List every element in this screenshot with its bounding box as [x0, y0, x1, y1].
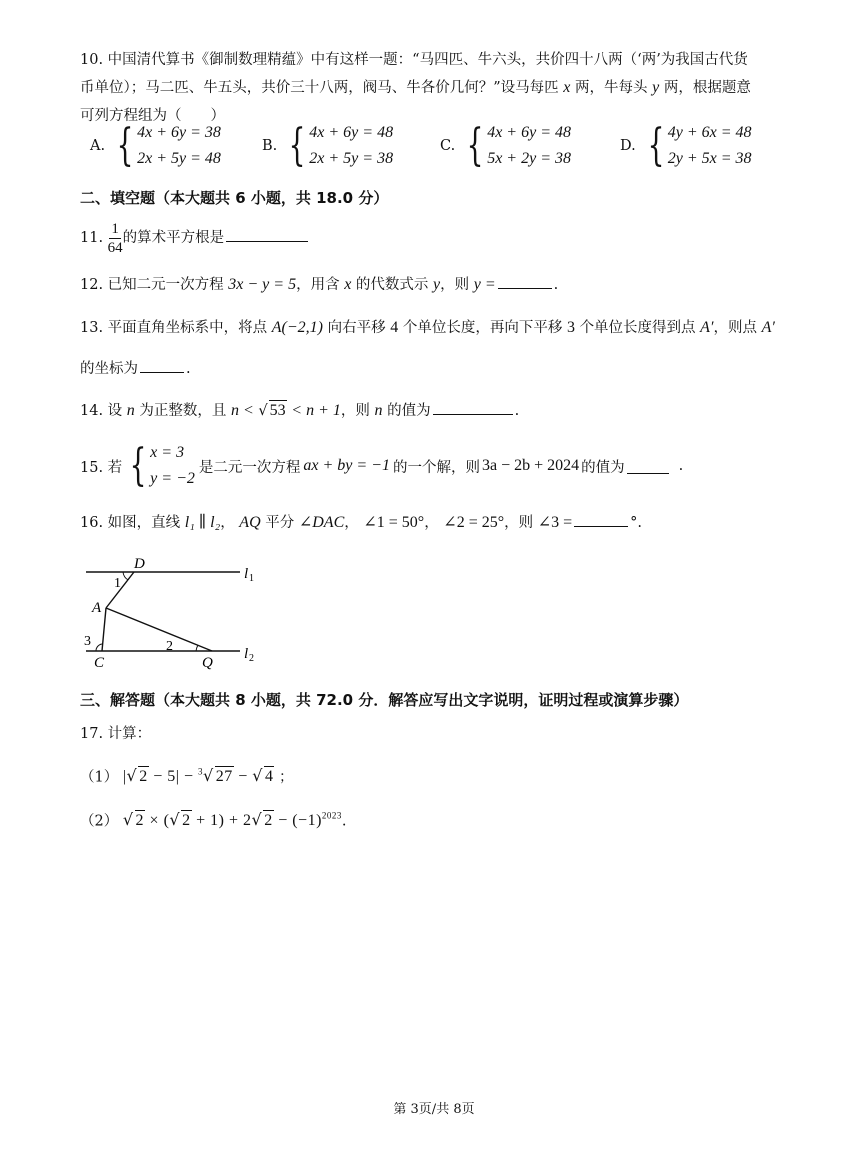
- option-label: C.: [440, 138, 456, 154]
- segment-ac: [102, 608, 106, 651]
- q14-end: .: [514, 403, 520, 419]
- q14-text-a: 14. 设: [80, 403, 123, 419]
- q11-fraction: [108, 220, 123, 257]
- q12: [80, 274, 558, 295]
- q17-part1-expression: |√ 2 − 5| − $^3$√ 27 − √ 4: [122, 766, 274, 786]
- angle-2-arc: [196, 645, 198, 651]
- brace: {: [116, 120, 134, 171]
- q14-var-n-2: n: [374, 402, 383, 419]
- q17-part2: [80, 806, 347, 831]
- q10-line2: [80, 78, 751, 98]
- brace: {: [129, 440, 147, 491]
- q17-part1-label: （1）: [80, 769, 119, 786]
- equation-2: 2x + 5y = 38: [309, 150, 394, 167]
- q13-number-3: 3: [566, 319, 575, 336]
- q13-point-a-prime-2: A′: [761, 319, 775, 336]
- brace: {: [466, 120, 484, 171]
- q16-angle-2: ∠2 = 25°: [443, 514, 505, 531]
- q13-number-4: 4: [390, 319, 399, 336]
- label-angle-2: 2: [166, 639, 173, 654]
- section2-title: 二、填空题（本大题共 6 小题，共 18.0 分）: [80, 189, 389, 207]
- q15-solution-system: [150, 440, 195, 492]
- q13-text-e: ，则点: [713, 320, 757, 336]
- q15-text-a: 15. 若: [80, 459, 123, 476]
- q15: [80, 440, 683, 492]
- q12-var-x: x: [344, 276, 352, 293]
- equation-2: y = −2: [150, 470, 195, 487]
- q17-part1-end: ；: [279, 769, 294, 786]
- q15-text-c: 的一个解，则: [392, 459, 480, 476]
- q15-answer-blank[interactable]: [627, 459, 669, 474]
- q15-text-d: 的值为: [581, 459, 625, 476]
- q10-line3: 可列方程组为（ ）: [80, 108, 225, 124]
- equation-2: 2y + 5x = 38: [667, 150, 752, 167]
- q10-line1: 10. 中国清代算书《御制数理精蕴》中有这样一题：“马四匹、牛六头，共价四十八两（‘两’为我国古代货: [80, 52, 748, 68]
- option-label: D.: [620, 138, 636, 154]
- q13-line1: [80, 318, 775, 338]
- q13-text-d: 个单位长度得到点: [579, 320, 696, 336]
- q10-option-a[interactable]: [90, 120, 221, 172]
- equation-2: 2x + 5y = 48: [137, 150, 221, 167]
- q16-angle-1: ∠1 = 50°: [363, 514, 425, 531]
- q14-text-b: 为正整数，且: [139, 403, 227, 419]
- q11-text: 的算术平方根是: [122, 230, 225, 246]
- q16-answer-blank[interactable]: [574, 512, 628, 527]
- equation-1: 4x + 6y = 48: [309, 124, 394, 141]
- q10-text-a: 币单位）；马二匹、牛五头，共价三十八两，阀马、牛各价几何？”设马每匹: [80, 80, 559, 96]
- q12-end: .: [553, 277, 559, 293]
- q14-var-n: n: [126, 402, 135, 419]
- q17-part1: [80, 762, 294, 787]
- q16-segment-aq: AQ: [239, 514, 261, 531]
- angle-1-arc: [123, 572, 128, 580]
- q12-text-a: 12. 已知二元一次方程: [80, 277, 224, 293]
- q10-text-b: 两，牛每头: [575, 80, 648, 96]
- q14-text-d: 的值为: [387, 403, 431, 419]
- option-label: B.: [262, 138, 278, 154]
- fraction-numerator: 1: [111, 220, 119, 237]
- q13-text-c: 个单位长度，再向下平移: [402, 320, 563, 336]
- segment-aq: [106, 608, 212, 651]
- q15-end: .: [678, 458, 684, 474]
- equation-system: [309, 120, 393, 172]
- q16-angle-3: ∠3 =: [537, 514, 573, 531]
- q10-option-b[interactable]: [262, 120, 393, 172]
- q12-lhs: y =: [473, 276, 496, 293]
- option-label: A.: [90, 138, 106, 154]
- q14-answer-blank[interactable]: [433, 400, 513, 415]
- label-l2-sub: 2: [249, 653, 254, 664]
- q10-option-d[interactable]: [620, 120, 752, 172]
- q11: [80, 218, 310, 258]
- radical-sign: √: [258, 403, 268, 419]
- equation-2: 5x + 2y = 38: [487, 150, 571, 167]
- q13-end: .: [186, 361, 191, 377]
- q11-answer-blank[interactable]: [226, 227, 308, 242]
- page-footer: 第 3页/共 8页: [393, 1102, 475, 1117]
- q10-var-y: y: [652, 79, 660, 96]
- label-angle-3: 3: [84, 634, 91, 649]
- q12-answer-blank[interactable]: [498, 274, 552, 289]
- q17-part2-end: .: [341, 813, 347, 830]
- label-d: D: [134, 556, 145, 572]
- q17-part2-expression: √ 2 × (√ 2 + 1) + 2√ $2 - (-1)^{2023}$: [122, 810, 342, 830]
- q12-text-d: ，则: [440, 277, 470, 293]
- q12-text-c: 的代数式示: [355, 277, 429, 293]
- q14-ineq-left: n <: [231, 402, 254, 419]
- equation-1: x = 3: [150, 444, 185, 461]
- q16-end: °.: [630, 515, 643, 531]
- q13-text-f: 的坐标为: [80, 361, 138, 377]
- equation-1: 4x + 6y = 48: [487, 124, 571, 141]
- equation-system: [668, 120, 752, 172]
- equation-system: [487, 120, 571, 172]
- equation-1: 4y + 6x = 48: [667, 124, 752, 141]
- q16-parallel-lines: l₁ ∥ l₂: [184, 514, 221, 531]
- label-q: Q: [202, 655, 213, 671]
- q14-radicand: 53: [269, 402, 286, 419]
- label-c: C: [94, 655, 105, 671]
- label-angle-1: 1: [114, 576, 121, 591]
- q11-number: 11.: [80, 230, 104, 246]
- q12-var-y: y: [433, 276, 441, 293]
- q12-text-b: ，用含: [296, 277, 340, 293]
- label-l1: l: [244, 566, 249, 582]
- q14: [80, 400, 519, 421]
- equation-system: [137, 120, 221, 172]
- label-a: A: [92, 600, 102, 616]
- q16-angle-dac: ∠DAC: [298, 514, 345, 531]
- q17-part2-label: （2）: [80, 813, 119, 830]
- q16-text-c: 平分: [265, 515, 295, 531]
- brace: {: [647, 120, 665, 171]
- q14-ineq-right: < n + 1: [291, 402, 341, 419]
- q13-line2: [80, 358, 191, 379]
- q16-text-a: 16. 如图，直线: [80, 515, 181, 531]
- q13-text-a: 13. 平面直角坐标系中，将点: [80, 320, 268, 336]
- q16: [80, 512, 642, 533]
- section3-title: 三、解答题（本大题共 8 小题，共 72.0 分．解答应写出文字说明，证明过程或演算步骤）: [80, 691, 689, 709]
- q16-text-b: ，: [220, 515, 235, 531]
- q13-point-a-prime: A′: [700, 319, 714, 336]
- q10-var-x: x: [563, 79, 571, 96]
- q16-geometry-figure: [78, 552, 278, 672]
- q13-text-b: 向右平移: [327, 320, 386, 336]
- label-l2: l: [244, 646, 249, 662]
- q15-equation: ax + by = −1: [303, 457, 390, 474]
- q16-text-e: ，: [424, 515, 439, 531]
- equation-1: 4x + 6y = 38: [137, 124, 221, 141]
- angle-3-arc: [96, 644, 102, 651]
- q14-text-c: ，则: [340, 403, 370, 419]
- q15-expression: 3a − 2b + 2024: [481, 457, 580, 474]
- brace: {: [288, 120, 306, 171]
- q13-point-a: A(−2,1): [271, 319, 324, 336]
- q17-title: 17. 计算：: [80, 726, 152, 742]
- q10-text-c: 两，根据题意: [663, 80, 751, 96]
- q12-equation: 3x − y = 5: [228, 276, 297, 293]
- fraction-denominator: 64: [107, 239, 123, 256]
- label-l1-sub: 1: [249, 573, 254, 584]
- q16-text-d: ，: [344, 515, 359, 531]
- q16-text-f: ，则: [504, 515, 534, 531]
- q10-option-c[interactable]: [440, 120, 571, 172]
- q13-answer-blank[interactable]: [140, 358, 184, 373]
- q15-text-b: 是二元一次方程: [198, 459, 301, 476]
